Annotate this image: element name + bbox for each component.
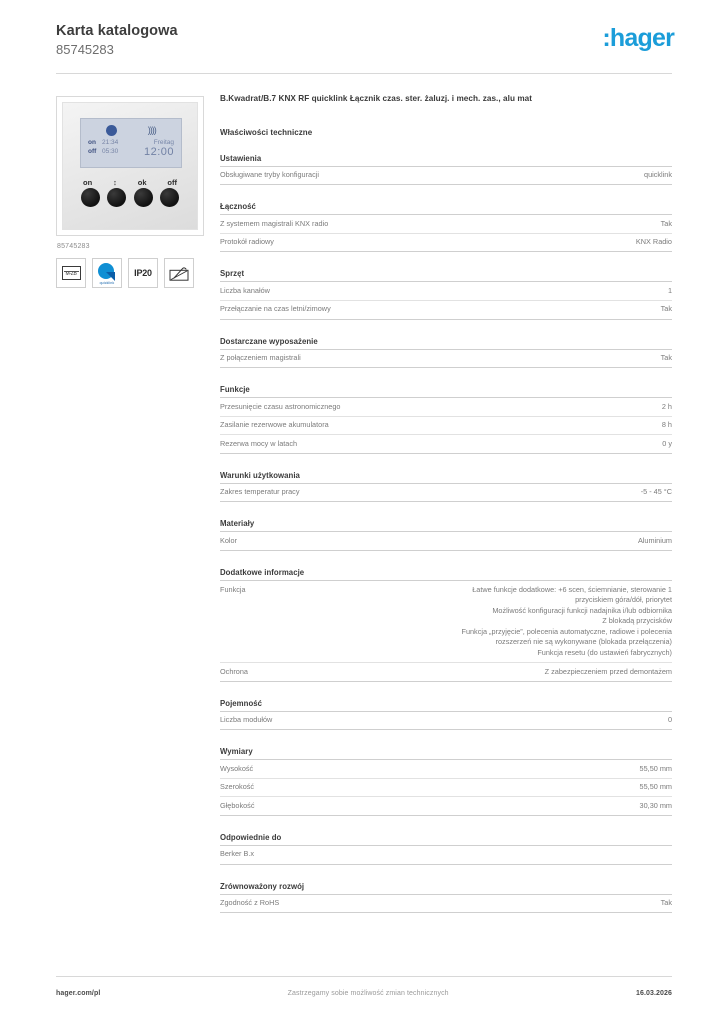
product-name: B.Kwadrat/B.7 KNX RF quicklink Łącznik czas. ster. żaluzj. i mech. zas., alu mat	[220, 94, 533, 103]
spec-group-title: Ustawienia	[220, 154, 672, 167]
spec-row-value-line: 0	[667, 715, 672, 725]
spec-group-title: Dostarczane wyposażenie	[220, 337, 672, 350]
radio-wave-icon: ))))	[147, 124, 156, 135]
page-footer	[56, 990, 672, 997]
lcd-off-time: 05:30	[102, 147, 119, 155]
spec-row-label: Zasilanie rezerwowe akumulatora	[220, 420, 329, 430]
spec-row-value-line: Aluminium	[637, 535, 672, 545]
quicklink-label: quicklink	[99, 281, 115, 285]
spec-row	[220, 215, 672, 234]
spec-row-value	[265, 764, 672, 775]
certification-badges	[56, 258, 204, 288]
spec-row-label: Szerokość	[220, 782, 255, 792]
spec-row-value	[284, 715, 672, 726]
spec-row-label: Wysokość	[220, 763, 254, 773]
spec-row	[220, 350, 672, 369]
spec-group	[220, 471, 672, 503]
spec-row-label: Berker B.x	[220, 849, 255, 859]
header-titles	[56, 22, 178, 59]
page-header	[0, 0, 724, 78]
footer-date: 16.03.2026	[635, 990, 672, 997]
sun-icon	[106, 125, 117, 136]
spec-row-value	[249, 536, 672, 547]
spec-row-value	[352, 402, 672, 413]
spec-row-value-line: Możliwość konfiguracji funkcji nadajnika i/lub odbiornika	[492, 605, 672, 615]
spec-row	[220, 846, 672, 865]
spec-row	[220, 435, 672, 454]
spec-row-value	[291, 898, 672, 909]
device-outline-icon: M-ZB	[62, 266, 81, 280]
spec-row	[220, 398, 672, 417]
spec-row	[220, 282, 672, 301]
spec-row-value-line: quicklink	[644, 170, 672, 180]
spec-group-title: Pojemność	[220, 699, 672, 712]
spec-row	[220, 234, 672, 253]
spec-row-label: Przesunięcie czasu astronomicznego	[220, 401, 341, 411]
product-code-caption: 85745283	[57, 243, 90, 250]
spec-group	[220, 385, 672, 454]
spec-row	[220, 532, 672, 551]
spec-row-value-line: 55,50 mm	[639, 763, 672, 773]
spec-row-value-line: przyciskiem góra/dół, priorytet	[575, 595, 672, 605]
spec-group	[220, 568, 672, 682]
spec-group	[220, 699, 672, 731]
spec-row-label: Protokół radiowy	[220, 237, 274, 247]
spec-row-value	[266, 801, 672, 812]
spec-row-label: Z połączeniem magistrali	[220, 353, 301, 363]
spec-row	[220, 712, 672, 731]
spec-group	[220, 337, 672, 369]
header-divider	[56, 73, 672, 74]
device-button-labels	[72, 168, 188, 188]
spec-row-value-line: Tak	[660, 304, 672, 314]
spec-row	[220, 895, 672, 914]
screwdriver-box-icon	[168, 264, 190, 282]
spec-group-title: Dodatkowe informacje	[220, 568, 672, 581]
product-media-column	[56, 96, 204, 288]
lcd-clock-area	[144, 139, 174, 158]
spec-row-value	[309, 439, 672, 450]
spec-row-label: Zgodność z RoHS	[220, 898, 280, 908]
spec-group	[220, 519, 672, 551]
spec-group	[220, 747, 672, 816]
spec-row-value-line: Funkcja „przyjęcie”, polecenia automatyczne, radiowe i polecenia	[461, 626, 672, 636]
spec-row-value	[266, 782, 672, 793]
spec-row-value	[331, 170, 672, 181]
spec-row-value	[286, 237, 672, 248]
device-button-on	[81, 188, 100, 207]
spec-row-label: Obsługiwane tryby konfiguracji	[220, 170, 319, 180]
spec-group	[220, 154, 672, 186]
spec-row-value-line: Z zabezpieczeniem przed demontażem	[544, 666, 672, 676]
hager-logo: :hager	[602, 24, 674, 52]
spec-group	[220, 202, 672, 252]
spec-group-title: Funkcje	[220, 385, 672, 398]
lcd-on-time: 21:34	[102, 139, 119, 146]
document-reference-number: 85745283	[56, 42, 114, 58]
spec-group	[220, 269, 672, 319]
spec-row-value-line: 55,50 mm	[639, 782, 672, 792]
device-button-off	[160, 188, 179, 207]
installation-tool-icon	[164, 258, 194, 288]
flush-mounted-device-icon	[56, 258, 86, 288]
quicklink-q-glyph	[97, 263, 117, 283]
spec-row-value	[258, 585, 672, 659]
spec-group-title: Materiały	[220, 519, 672, 532]
device-button-ok	[134, 188, 153, 207]
specification-groups	[220, 154, 672, 913]
device-button-updown	[107, 188, 126, 207]
spec-row	[220, 779, 672, 798]
specifications-heading: Właściwości techniczne	[220, 127, 313, 137]
lcd-time: 12:00	[143, 146, 174, 158]
lcd-weekday: Freitag	[153, 139, 174, 146]
spec-row	[220, 581, 672, 663]
spec-row-value	[341, 420, 672, 431]
spec-row-label: Funkcja	[220, 584, 246, 594]
document-title: Karta katalogowa	[56, 23, 178, 39]
spec-group-title: Odpowiednie do	[220, 833, 672, 846]
spec-row-label: Ochrona	[220, 666, 248, 676]
footer-website[interactable]: hager.com/pl	[56, 990, 101, 997]
device-button-label-ok: ok	[137, 178, 147, 187]
spec-row-value-line: 8 h	[661, 420, 672, 430]
lcd-icon-row	[81, 119, 181, 139]
device-physical-buttons	[72, 188, 188, 207]
device-button-label-off: off	[167, 178, 177, 187]
product-device-illustration	[62, 102, 198, 230]
spec-group-title: Warunki użytkowania	[220, 471, 672, 484]
spec-group	[220, 882, 672, 914]
spec-row-label: Kolor	[220, 535, 238, 545]
spec-row-value-line: Tak	[660, 218, 672, 228]
lcd-on-label: on	[88, 139, 96, 146]
spec-row-value	[313, 353, 672, 364]
spec-row	[220, 760, 672, 779]
spec-row-value-line: -5 - 45 °C	[640, 487, 672, 497]
spec-group-title: Wymiary	[220, 747, 672, 760]
spec-group-title: Zrównoważony rozwój	[220, 882, 672, 895]
spec-row-label: Głębokość	[220, 800, 255, 810]
spec-row-value	[260, 667, 672, 678]
device-lcd-screen	[80, 118, 182, 168]
spec-row-label: Rezerwa mocy w latach	[220, 438, 298, 448]
spec-row-value-line: Łatwe funkcje dodatkowe: +6 scen, ściemnianie, sterowanie 1	[472, 584, 672, 594]
spec-row-value	[282, 286, 672, 297]
spec-row-value	[311, 487, 672, 498]
spec-row	[220, 417, 672, 436]
spec-group-title: Sprzęt	[220, 269, 672, 282]
spec-row-label: Zakres temperatur pracy	[220, 487, 300, 497]
quicklink-logo-icon	[92, 258, 122, 288]
spec-row	[220, 797, 672, 816]
spec-row-label: Z systemem magistrali KNX radio	[220, 218, 329, 228]
spec-row-value-line: 1	[667, 285, 672, 295]
device-button-label-updown: ↕	[113, 178, 117, 187]
spec-row-value-line: KNX Radio	[635, 237, 672, 247]
spec-row-value-line: Tak	[660, 898, 672, 908]
spec-group	[220, 833, 672, 865]
footer-disclaimer: Zastrzegamy sobie możliwość zmian technicznych	[287, 990, 449, 997]
spec-row-value	[343, 304, 672, 315]
spec-row-label: Przełączanie na czas letni/zimowy	[220, 304, 331, 314]
spec-row	[220, 301, 672, 320]
spec-row-value-line: 30,30 mm	[639, 800, 672, 810]
specifications-column	[220, 94, 672, 913]
spec-row-value-line: Z blokadą przycisków	[602, 616, 672, 626]
spec-row	[220, 167, 672, 186]
spec-row-value-line: rozszerzeń nie są wykonywane (blokada przełączenia)	[495, 637, 672, 647]
footer-divider	[56, 976, 672, 977]
spec-row-value-line: Tak	[660, 353, 672, 363]
spec-row-value-line: 2 h	[661, 401, 672, 411]
spec-row	[220, 484, 672, 503]
spec-row-label: Liczba kanałów	[220, 285, 270, 295]
spec-row-label: Liczba modułów	[220, 715, 273, 725]
ip-rating-badge	[128, 258, 158, 288]
spec-group-title: Łączność	[220, 202, 672, 215]
device-button-label-on: on	[83, 178, 93, 187]
ip-rating-label: IP20	[134, 268, 152, 278]
spec-row	[220, 663, 672, 682]
product-image-frame	[56, 96, 204, 236]
spec-row-value-line: 0 y	[662, 438, 672, 448]
spec-row-value-line: Funkcja resetu (do ustawień fabrycznych)	[537, 647, 672, 657]
spec-row-value	[340, 219, 672, 230]
lcd-off-label: off	[88, 147, 97, 155]
